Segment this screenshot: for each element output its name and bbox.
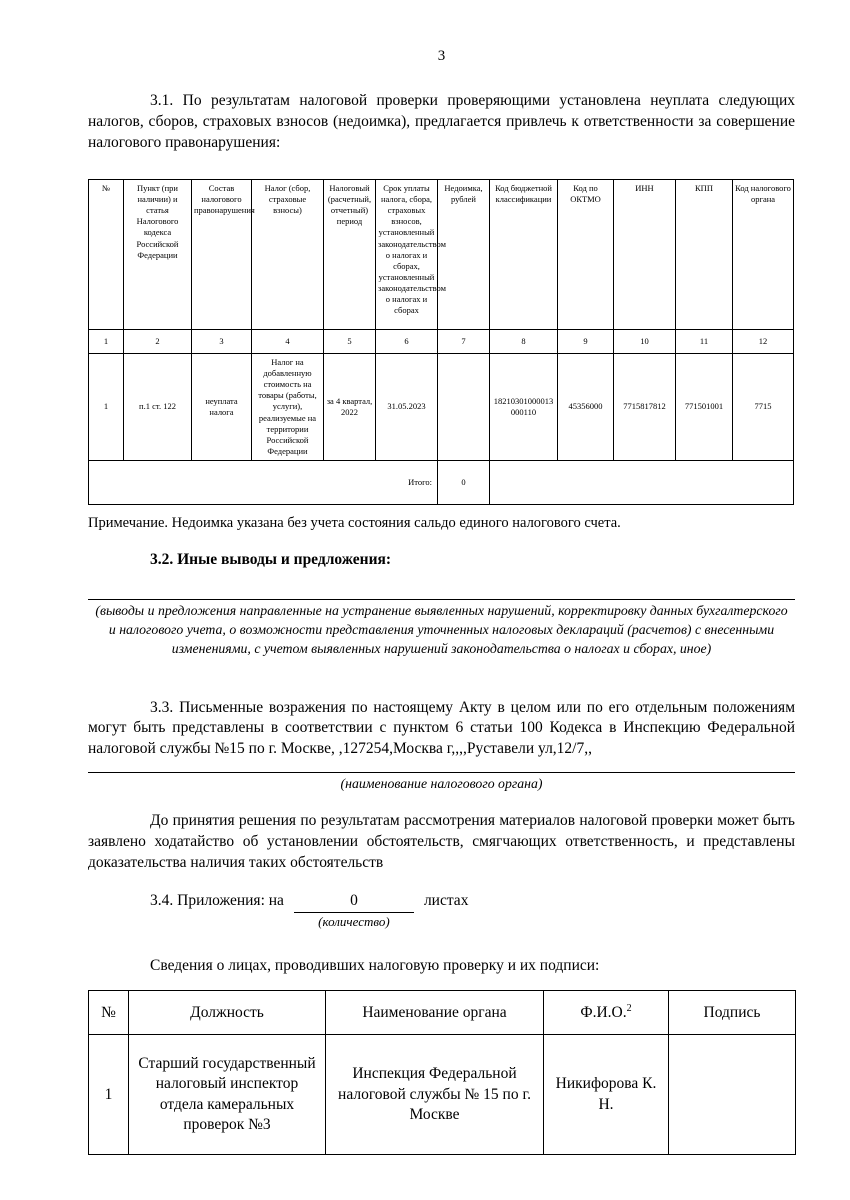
total-label: Итого:: [89, 460, 438, 504]
inspectors-table: [88, 990, 796, 1155]
table-header-row: [89, 180, 794, 330]
section-3-3-paragraph: 3.3. Письменные возражения по настоящему Акту в целом или по его отдельным положениям могут быть представлены в соответствии с пунктом 6 статьи 100 Кодекса в Инспекцию Федеральной налоговой службы №15 по г. Москве, ,127254,Москва г,,,,Руставели ул,12/7,,: [88, 698, 795, 758]
inspector-organ: Инспекция Федеральной налоговой службы № 15 по г. Москве: [326, 1035, 544, 1155]
header-kbk: Код бюджетной классификации: [490, 180, 558, 330]
cell-tax: Налог на добавленную стоимость на товары (работы, услуги), реализуемые на территории Российской Федерации: [252, 354, 324, 460]
cell-kpp: 771501001: [676, 354, 733, 460]
header-kpp: КПП: [676, 180, 733, 330]
section-3-1-paragraph: 3.1. По результатам налоговой проверки проверяющими установлена неуплата следующих налогов, сборов, страховых взносов (недоимка), предлагается привлечь к ответственности за совершение налогового правонарушения:: [88, 92, 795, 151]
cell-period: за 4 квартал, 2022: [324, 354, 376, 460]
header-tax: Налог (сбор, страховые взносы): [252, 180, 324, 330]
table-column-numbers-row: [89, 330, 794, 354]
cell-due-date: 31.05.2023: [376, 354, 438, 460]
attachments-count-box: [294, 891, 414, 929]
total-empty-cell: [490, 460, 794, 504]
attachments-count-value: 0: [294, 891, 414, 913]
tax-organ-caption: (наименование налогового органа): [340, 775, 543, 791]
col-num: 10: [614, 330, 676, 354]
inspector-signature: [669, 1035, 796, 1155]
header-inn: ИНН: [614, 180, 676, 330]
col-num: 3: [192, 330, 252, 354]
header-oktmo: Код по ОКТМО: [558, 180, 614, 330]
cell-violation: неуплата налога: [192, 354, 252, 460]
inspectors-header-fio: [544, 991, 669, 1035]
header-period: Налоговый (расчетный, отчетный) период: [324, 180, 376, 330]
cell-kbk: 18210301000013000110: [490, 354, 558, 460]
col-num: 8: [490, 330, 558, 354]
fio-label: Ф.И.О.: [580, 1004, 627, 1022]
col-num: 2: [124, 330, 192, 354]
header-tax-office-code: Код налогового органа: [733, 180, 794, 330]
inspectors-header-row: [89, 991, 796, 1035]
col-num: 5: [324, 330, 376, 354]
header-due-date: Срок уплаты налога, сбора, страховых взносов, установленный законодательством о налогах и сборах, установленный законодательством о налогах и сборах: [376, 180, 438, 330]
inspectors-header-signature: Подпись: [669, 991, 796, 1035]
section-3-2-title: 3.2. Иные выводы и предложения:: [150, 550, 392, 568]
inspector-fio: Никифорова К. Н.: [544, 1035, 669, 1155]
cell-number: 1: [89, 354, 124, 460]
inspectors-header-organ: Наименование органа: [326, 991, 544, 1035]
col-num: 9: [558, 330, 614, 354]
header-article: Пункт (при наличии) и статья Налогового кодекса Российской Федерации: [124, 180, 192, 330]
cell-inn: 7715817812: [614, 354, 676, 460]
page-number: 3: [437, 48, 446, 64]
header-arrears: Недоимка, рублей: [438, 180, 490, 330]
tax-arrears-table: [88, 179, 794, 504]
inspectors-header-position: Должность: [129, 991, 326, 1035]
attachments-line: [150, 891, 795, 929]
col-num: 11: [676, 330, 733, 354]
arrears-note: Примечание. Недоимка указана без учета состояния сальдо единого налогового счета.: [88, 514, 621, 531]
col-num: 6: [376, 330, 438, 354]
col-num: 4: [252, 330, 324, 354]
header-number: №: [89, 180, 124, 330]
table-total-row: [89, 460, 794, 504]
fio-footnote-marker: 2: [626, 1003, 632, 1015]
col-num: 12: [733, 330, 794, 354]
inspectors-data-row: [89, 1035, 796, 1155]
col-num: 7: [438, 330, 490, 354]
inspector-position: Старший государственный налоговый инспектор отдела камеральных проверок №3: [129, 1035, 326, 1155]
inspectors-header-number: №: [89, 991, 129, 1035]
header-violation: Состав налогового правонарушения: [192, 180, 252, 330]
inspector-number: 1: [89, 1035, 129, 1155]
decision-paragraph: До принятия решения по результатам рассмотрения материалов налоговой проверки может быть заявлено ходатайство об установлении обстоятельств, смягчающих ответственность, и представлены доказательства наличия таких обстоятельств: [88, 811, 795, 871]
table-data-row: [89, 354, 794, 460]
spacer: [88, 658, 795, 698]
cell-tax-office-code: 7715: [733, 354, 794, 460]
attachments-unit: листах: [423, 892, 469, 910]
cell-article: п.1 ст. 122: [124, 354, 192, 460]
cell-arrears: [438, 354, 490, 460]
attachments-label: 3.4. Приложения: на: [150, 892, 284, 910]
inspectors-intro: Сведения о лицах, проводивших налоговую проверку и их подписи:: [150, 956, 600, 974]
section-3-2-caption: (выводы и предложения направленные на устранение выявленных нарушений, корректировку данных бухгалтерского и налогового учета, о возможности представления уточненных налоговых деклараций (расчетов) с внесенными изменениями, с учетом выявленных нарушений законодательства о налогах и сборах, иное): [95, 602, 788, 656]
col-num: 1: [89, 330, 124, 354]
attachments-count-caption: (количество): [318, 914, 390, 930]
cell-oktmo: 45356000: [558, 354, 614, 460]
total-value: 0: [438, 460, 490, 504]
